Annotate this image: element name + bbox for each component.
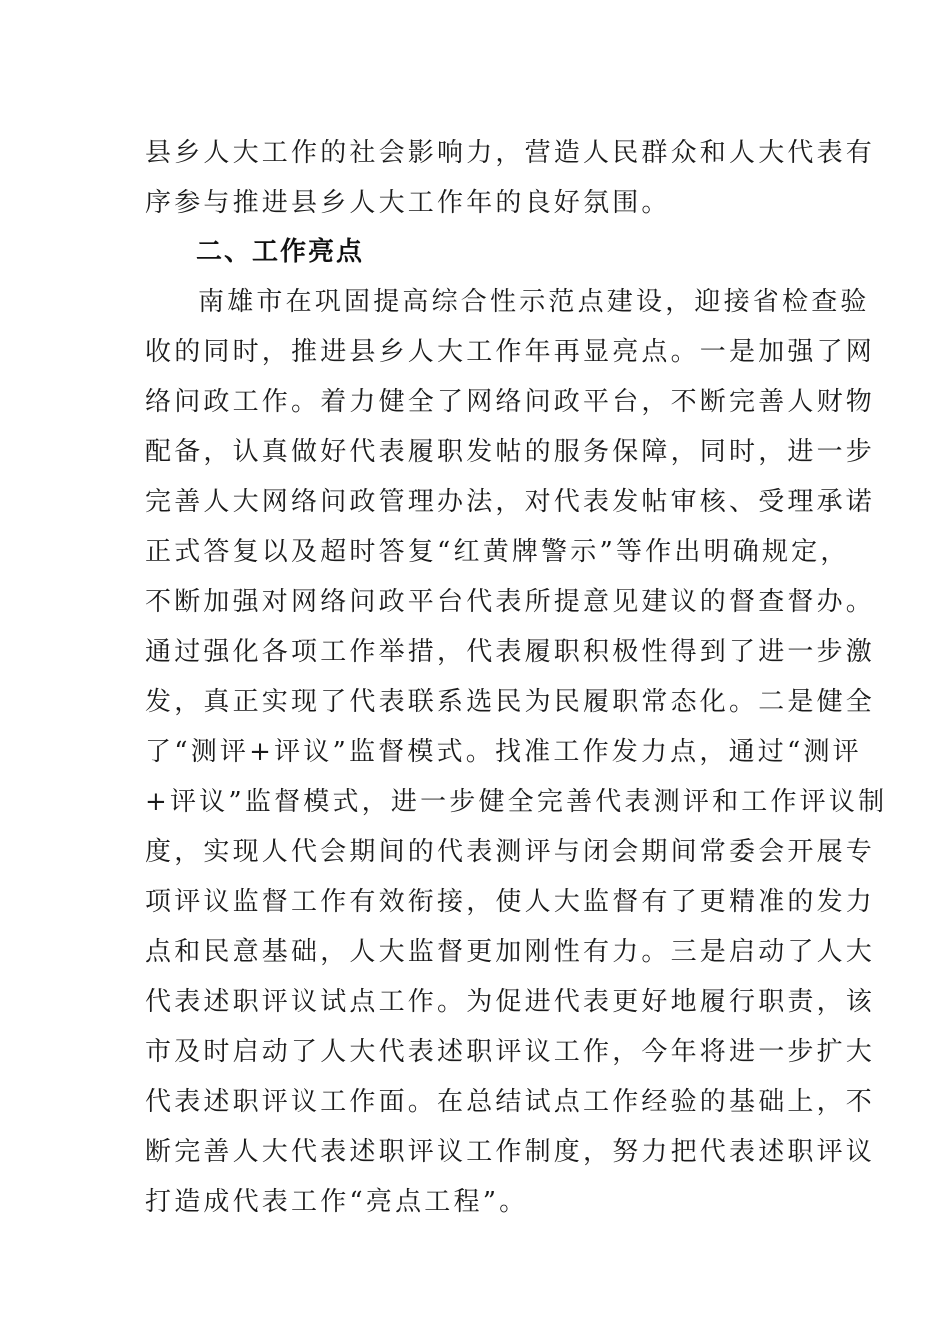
- text-line: 配备，认真做好代表履职发帖的服务保障，同时，进一步: [145, 437, 876, 467]
- section-heading: 二、工作亮点: [196, 237, 365, 267]
- text-line: 了“测评+评议”监督模式。找准工作发力点，通过“测评: [145, 737, 862, 767]
- text-line: 收的同时，推进县乡人大工作年再显亮点。一是加强了网: [145, 337, 876, 367]
- text-line: 不断加强对网络问政平台代表所提意见建议的督查督办。: [145, 587, 876, 617]
- text-line: 市及时启动了人大代表述职评议工作，今年将进一步扩大: [145, 1037, 876, 1067]
- text-line: 序参与推进县乡人大工作年的良好氛围。: [145, 188, 671, 218]
- text-line: 络问政工作。着力健全了网络问政平台，不断完善人财物: [145, 387, 876, 417]
- text-line: 代表述职评议试点工作。为促进代表更好地履行职责，该: [145, 987, 876, 1017]
- text-line: 断完善人大代表述职评议工作制度，努力把代表述职评议: [145, 1137, 876, 1167]
- text-line: 通过强化各项工作举措，代表履职积极性得到了进一步激: [145, 637, 876, 667]
- text-line: 发，真正实现了代表联系选民为民履职常态化。二是健全: [145, 687, 876, 717]
- text-line: 项评议监督工作有效衔接，使人大监督有了更精准的发力: [145, 887, 876, 917]
- text-line: 度，实现人代会期间的代表测评与闭会期间常委会开展专: [145, 837, 876, 867]
- text-line: 正式答复以及超时答复“红黄牌警示”等作出明确规定，: [145, 537, 850, 567]
- text-line: 点和民意基础，人大监督更加刚性有力。三是启动了人大: [145, 937, 876, 967]
- text-line: 南雄市在巩固提高综合性示范点建设，迎接省检查验: [198, 287, 870, 317]
- text-line: +评议”监督模式，进一步健全完善代表测评和工作评议制: [145, 787, 888, 817]
- text-line: 打造成代表工作“亮点工程”。: [145, 1187, 529, 1217]
- text-line: 完善人大网络问政管理办法，对代表发帖审核、受理承诺: [145, 487, 876, 517]
- text-line: 县乡人大工作的社会影响力，营造人民群众和人大代表有: [145, 138, 876, 168]
- text-line: 代表述职评议工作面。在总结试点工作经验的基础上，不: [145, 1087, 876, 1117]
